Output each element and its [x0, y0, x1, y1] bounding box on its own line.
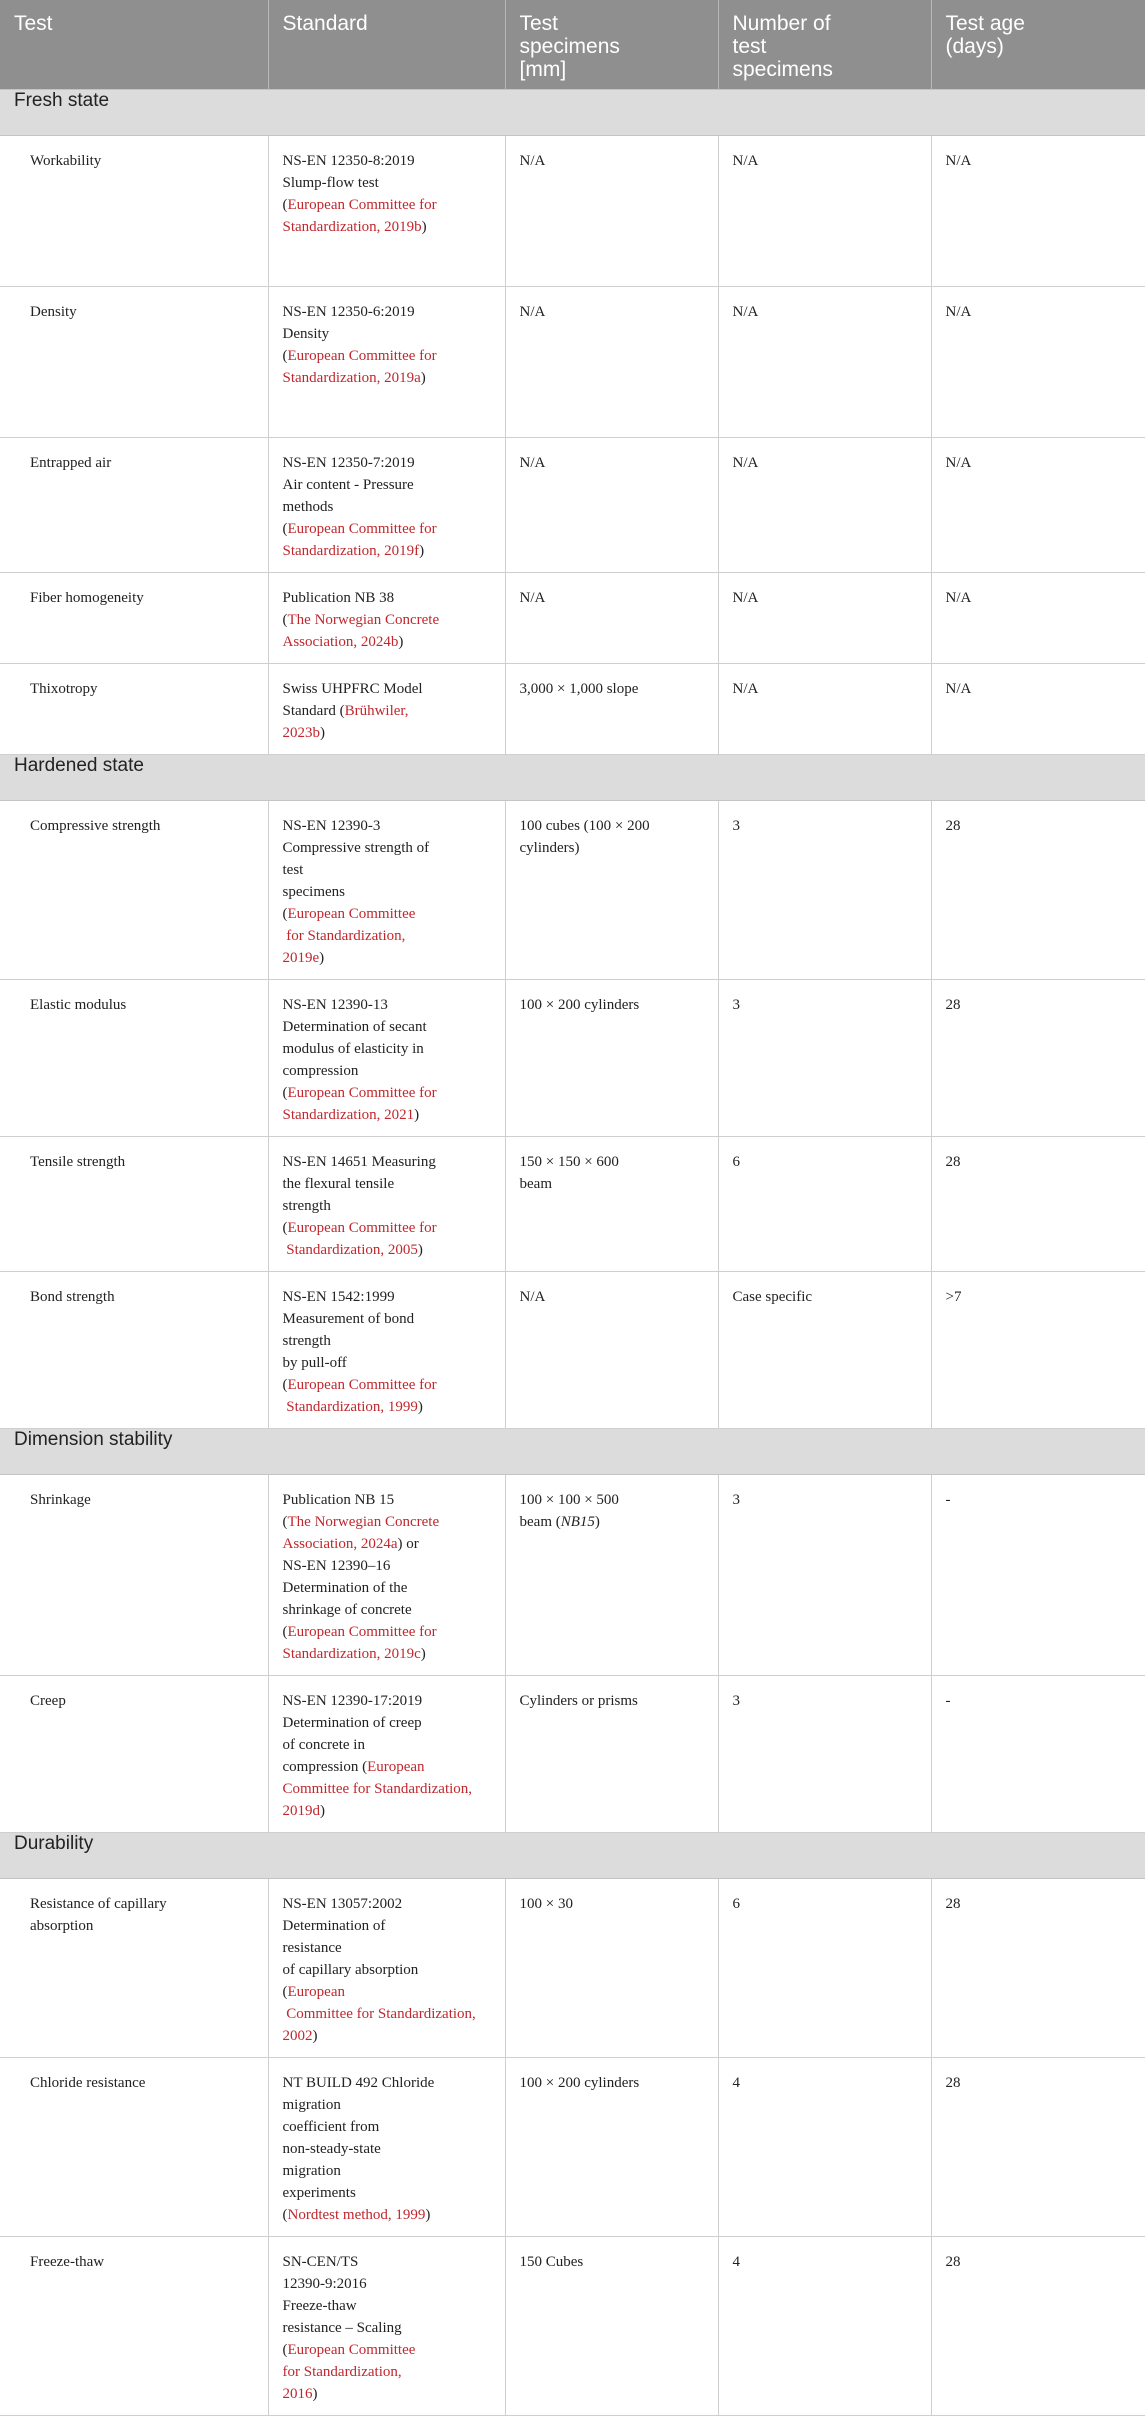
- reference-link[interactable]: European Committee: [287, 2342, 416, 2358]
- reference-link[interactable]: European Committee for: [287, 197, 437, 213]
- number-cell: 3: [718, 980, 931, 1137]
- number-cell: 6: [718, 1879, 931, 2058]
- section-label: Fresh state: [0, 90, 1145, 136]
- standard-cell: NS-EN 14651 Measuring the flexural tensile strength (European Committee for Standardization, 2005): [268, 1137, 505, 1272]
- number-cell: N/A: [718, 664, 931, 755]
- specimens-cell: Cylinders or prisms: [505, 1676, 718, 1833]
- standard-cell: NS-EN 12350-6:2019 Density (European Committee for Standardization, 2019a): [268, 287, 505, 438]
- specimens-cell: 100 × 200 cylinders: [505, 980, 718, 1137]
- number-cell: 6: [718, 1137, 931, 1272]
- age-cell: 28: [931, 2058, 1145, 2237]
- number-cell: 4: [718, 2237, 931, 2416]
- standard-cell: Swiss UHPFRC Model Standard (Brühwiler, 2023b): [268, 664, 505, 755]
- specimens-cell: 100 × 30: [505, 1879, 718, 2058]
- test-name: Thixotropy: [0, 664, 268, 755]
- table-row: [0, 801, 1145, 980]
- table-row: [0, 1676, 1145, 1833]
- test-name: Fiber homogeneity: [0, 573, 268, 664]
- reference-link[interactable]: 2019e: [282, 950, 320, 966]
- standard-cell: NS-EN 12390-3 Compressive strength of test specimens (European Committee for Standardization, 2019e): [268, 801, 505, 980]
- section-hardened-state: [0, 755, 1145, 801]
- table-row: [0, 136, 1145, 287]
- standard-cell: NS-EN 12350-8:2019 Slump-flow test (European Committee for Standardization, 2019b): [268, 136, 505, 287]
- specimens-cell: 150 Cubes: [505, 2237, 718, 2416]
- table-row: [0, 980, 1145, 1137]
- reference-link[interactable]: The Norwegian Concrete: [287, 612, 440, 628]
- reference-link[interactable]: 2019d: [282, 1803, 320, 1819]
- header-specimens: Test specimens [mm]: [505, 0, 718, 90]
- test-name: Freeze-thaw: [0, 2237, 268, 2416]
- table-row: [0, 1879, 1145, 2058]
- reference-link[interactable]: Association, 2024b: [282, 634, 399, 650]
- standard-cell: NS-EN 12350-7:2019 Air content - Pressure methods (European Committee for Standardization, 2019f): [268, 438, 505, 573]
- reference-link[interactable]: Standardization, 2019a: [282, 370, 421, 386]
- age-cell: N/A: [931, 287, 1145, 438]
- standard-cell: Publication NB 15 (The Norwegian Concrete Association, 2024a) or NS-EN 12390–16 Determination of the shrinkage of concrete (European Committee for Standardization, 2019c): [268, 1475, 505, 1676]
- standard-cell: NT BUILD 492 Chloride migration coefficient from non-steady-state migration experiments (Nordtest method, 1999): [268, 2058, 505, 2237]
- table-row: [0, 2237, 1145, 2416]
- reference-link[interactable]: Committee for Standardization,: [282, 2006, 476, 2022]
- number-cell: N/A: [718, 287, 931, 438]
- reference-link[interactable]: European: [367, 1759, 425, 1775]
- reference-link[interactable]: Standardization, 1999: [282, 1399, 418, 1415]
- specimens-cell: 3,000 × 1,000 slope: [505, 664, 718, 755]
- reference-link[interactable]: Standardization, 2005: [282, 1242, 418, 1258]
- reference-link[interactable]: The Norwegian Concrete: [287, 1514, 440, 1530]
- reference-link[interactable]: 2002: [282, 2028, 313, 2044]
- reference-link[interactable]: for Standardization,: [282, 2364, 402, 2380]
- standard-cell: NS-EN 13057:2002 Determination of resistance of capillary absorption (European Committee for Standardization, 2002): [268, 1879, 505, 2058]
- specimens-cell: 100 × 100 × 500 beam (NB15): [505, 1475, 718, 1676]
- reference-link[interactable]: 2016: [282, 2386, 313, 2402]
- table-row: [0, 438, 1145, 573]
- header-row: [0, 0, 1145, 90]
- reference-link[interactable]: Brühwiler,: [344, 703, 409, 719]
- specimens-cell: 100 cubes (100 × 200 cylinders): [505, 801, 718, 980]
- header-number: Number of test specimens: [718, 0, 931, 90]
- section-label: Durability: [0, 1833, 1145, 1879]
- reference-link[interactable]: European Committee for: [287, 1085, 437, 1101]
- reference-link[interactable]: Standardization, 2019c: [282, 1646, 421, 1662]
- section-label: Hardened state: [0, 755, 1145, 801]
- age-cell: N/A: [931, 573, 1145, 664]
- age-cell: -: [931, 1475, 1145, 1676]
- reference-link[interactable]: for Standardization,: [282, 928, 406, 944]
- section-dimension-stability: [0, 1429, 1145, 1475]
- age-cell: 28: [931, 2237, 1145, 2416]
- test-name: Shrinkage: [0, 1475, 268, 1676]
- test-name: Workability: [0, 136, 268, 287]
- test-name: Resistance of capillary absorption: [0, 1879, 268, 2058]
- test-name: Bond strength: [0, 1272, 268, 1429]
- specimens-cell: N/A: [505, 573, 718, 664]
- reference-link[interactable]: Nordtest method, 1999: [287, 2207, 426, 2223]
- reference-link[interactable]: European Committee for: [287, 1624, 437, 1640]
- specimens-cell: 100 × 200 cylinders: [505, 2058, 718, 2237]
- header-test: Test: [0, 0, 268, 90]
- age-cell: 28: [931, 980, 1145, 1137]
- table-row: [0, 2058, 1145, 2237]
- specimens-cell: N/A: [505, 287, 718, 438]
- reference-link[interactable]: European Committee for: [287, 348, 437, 364]
- reference-link[interactable]: European Committee for: [287, 1220, 437, 1236]
- reference-link[interactable]: European Committee for: [287, 521, 437, 537]
- table-row: [0, 1272, 1145, 1429]
- reference-link[interactable]: European: [287, 1984, 345, 2000]
- number-cell: 3: [718, 801, 931, 980]
- reference-link[interactable]: Association, 2024a: [282, 1536, 398, 1552]
- reference-link[interactable]: Standardization, 2019b: [282, 219, 422, 235]
- number-cell: N/A: [718, 573, 931, 664]
- age-cell: -: [931, 1676, 1145, 1833]
- reference-link[interactable]: Standardization, 2019f: [282, 543, 420, 559]
- header-standard: Standard: [268, 0, 505, 90]
- reference-link[interactable]: European Committee for: [287, 1377, 437, 1393]
- number-cell: 3: [718, 1676, 931, 1833]
- reference-link[interactable]: 2023b: [282, 725, 320, 741]
- specimens-cell: 150 × 150 × 600 beam: [505, 1137, 718, 1272]
- reference-link[interactable]: Committee for Standardization,: [282, 1781, 473, 1797]
- section-fresh-state: [0, 90, 1145, 136]
- table-row: [0, 1137, 1145, 1272]
- number-cell: Case specific: [718, 1272, 931, 1429]
- test-name: Elastic modulus: [0, 980, 268, 1137]
- test-name: Density: [0, 287, 268, 438]
- reference-link[interactable]: Standardization, 2021: [282, 1107, 415, 1123]
- test-name: Entrapped air: [0, 438, 268, 573]
- test-name: Creep: [0, 1676, 268, 1833]
- specimens-cell: N/A: [505, 438, 718, 573]
- age-cell: N/A: [931, 136, 1145, 287]
- number-cell: 4: [718, 2058, 931, 2237]
- specimens-cell: N/A: [505, 136, 718, 287]
- table-row: [0, 573, 1145, 664]
- reference-link[interactable]: European Committee: [287, 906, 416, 922]
- standard-cell: SN-CEN/TS 12390-9:2016 Freeze-thaw resistance – Scaling (European Committee for Standardization, 2016): [268, 2237, 505, 2416]
- specimens-cell: N/A: [505, 1272, 718, 1429]
- age-cell: >7: [931, 1272, 1145, 1429]
- table-row: [0, 1475, 1145, 1676]
- test-name: Chloride resistance: [0, 2058, 268, 2237]
- standard-cell: NS-EN 12390-17:2019 Determination of creep of concrete in compression (European Committee for Standardization, 2019d): [268, 1676, 505, 1833]
- number-cell: N/A: [718, 438, 931, 573]
- age-cell: 28: [931, 801, 1145, 980]
- standard-cell: NS-EN 12390-13 Determination of secant modulus of elasticity in compression (European Committee for Standardization, 2021): [268, 980, 505, 1137]
- number-cell: 3: [718, 1475, 931, 1676]
- age-cell: 28: [931, 1879, 1145, 2058]
- age-cell: 28: [931, 1137, 1145, 1272]
- test-name: Tensile strength: [0, 1137, 268, 1272]
- number-cell: N/A: [718, 136, 931, 287]
- table-row: [0, 664, 1145, 755]
- age-cell: N/A: [931, 664, 1145, 755]
- section-durability: [0, 1833, 1145, 1879]
- test-name: Compressive strength: [0, 801, 268, 980]
- table-row: [0, 287, 1145, 438]
- header-age: Test age (days): [931, 0, 1145, 90]
- age-cell: N/A: [931, 438, 1145, 573]
- standard-cell: Publication NB 38 (The Norwegian Concrete Association, 2024b): [268, 573, 505, 664]
- standard-cell: NS-EN 1542:1999 Measurement of bond strength by pull-off (European Committee for Standardization, 1999): [268, 1272, 505, 1429]
- section-label: Dimension stability: [0, 1429, 1145, 1475]
